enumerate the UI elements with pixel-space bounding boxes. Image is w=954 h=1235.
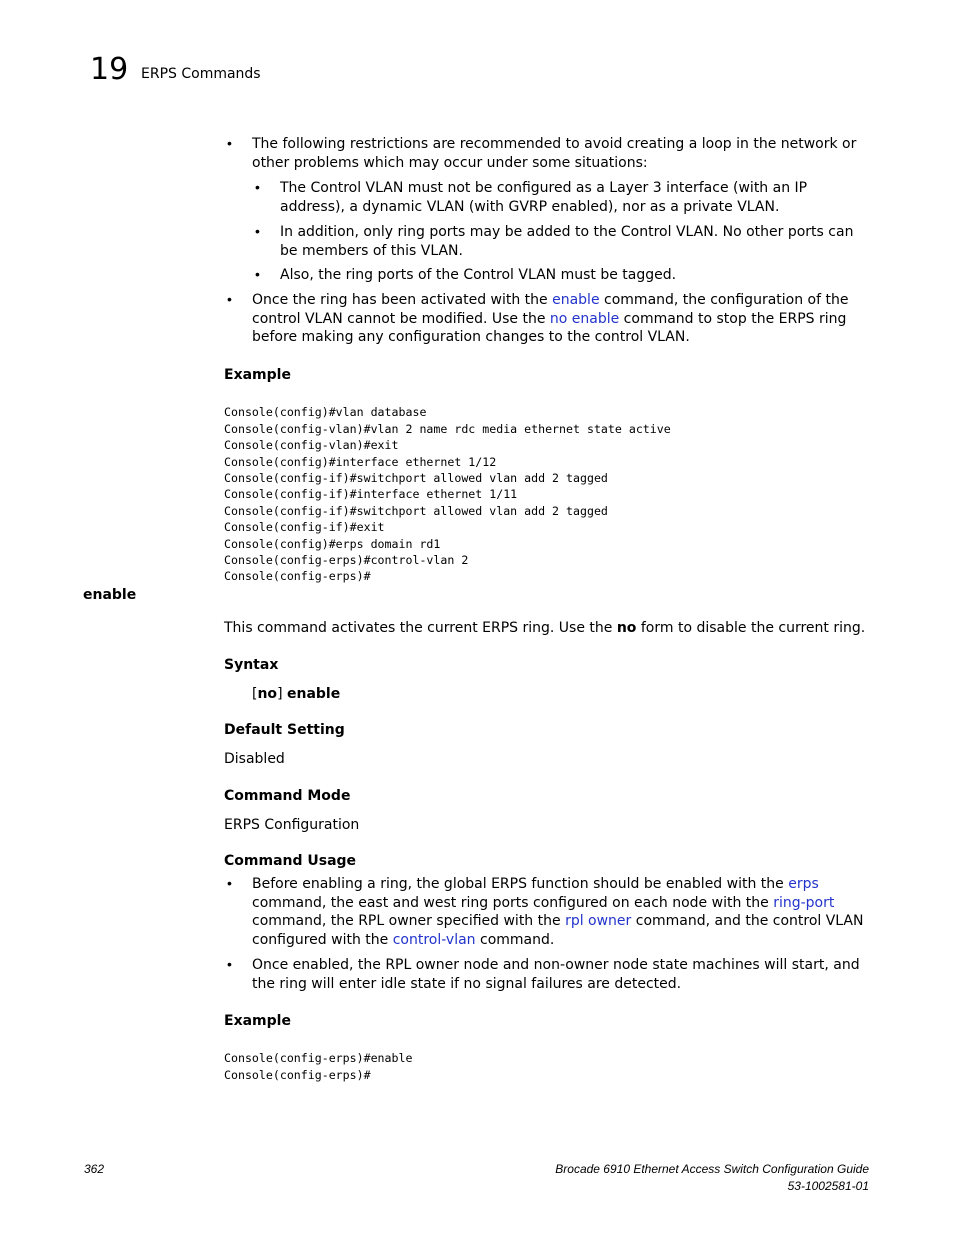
bullet-icon: • bbox=[227, 135, 232, 151]
bullet-icon: • bbox=[255, 266, 260, 282]
command-mode-heading: Command Mode bbox=[224, 788, 351, 804]
bullet-icon: • bbox=[255, 179, 260, 195]
code-line: Console(config-erps)#enable bbox=[224, 1051, 413, 1066]
text: command, the RPL owner specified with the bbox=[252, 913, 566, 930]
bullet-icon: • bbox=[227, 956, 232, 972]
command-mode-value: ERPS Configuration bbox=[224, 817, 360, 833]
bullet-icon: • bbox=[227, 875, 232, 891]
code-line: Console(config-erps)# bbox=[224, 569, 371, 584]
text: command to stop the ERPS ring before making any configuration changes to the control VLAN. bbox=[252, 310, 847, 346]
usage-item bbox=[252, 875, 872, 950]
guide-title: Brocade 6910 Ethernet Access Switch Configuration Guide bbox=[555, 1162, 869, 1176]
activated-paragraph bbox=[252, 291, 872, 347]
code-block bbox=[224, 388, 671, 601]
command-description bbox=[224, 619, 874, 638]
command-usage-heading: Command Usage bbox=[224, 853, 357, 869]
no-enable-link[interactable]: no enable bbox=[549, 310, 620, 327]
code-line: Console(config)#vlan database bbox=[224, 405, 427, 420]
code-line: Console(config-if)#switchport allowed vlan add 2 tagged bbox=[224, 503, 608, 518]
code-line: Console(config-erps)# bbox=[224, 1067, 371, 1082]
usage-item: Once enabled, the RPL owner node and non-owner node state machines will start, and the ring will enter idle state if no signal failures are detected. bbox=[252, 957, 860, 992]
text: [ bbox=[252, 686, 258, 702]
enable-keyword: enable bbox=[286, 686, 341, 702]
syntax-heading: Syntax bbox=[224, 657, 279, 673]
code-line: Console(config-if)#exit bbox=[224, 520, 385, 535]
no-keyword: no bbox=[257, 686, 278, 702]
text: command, the east and west ring ports configured on each node with the bbox=[252, 894, 774, 911]
example-heading: Example bbox=[224, 367, 291, 383]
erps-link[interactable]: erps bbox=[788, 876, 819, 892]
text: form to disable the current ring. bbox=[636, 620, 866, 636]
restriction-item: In addition, only ring ports may be added to the Control VLAN. No other ports can be members of this VLAN. bbox=[280, 224, 854, 259]
default-setting-value: Disabled bbox=[224, 751, 285, 767]
code-line: Console(config-erps)#control-vlan 2 bbox=[224, 553, 469, 568]
no-keyword: no bbox=[616, 620, 637, 636]
code-line: Console(config-vlan)#exit bbox=[224, 438, 399, 453]
chapter-number: 19 bbox=[90, 52, 129, 87]
text: command, and the control VLAN configured with the bbox=[252, 913, 864, 949]
code-line: Console(config-if)#switchport allowed vlan add 2 tagged bbox=[224, 471, 608, 486]
text: command. bbox=[475, 932, 555, 949]
bullet-icon: • bbox=[255, 223, 260, 239]
code-line: Console(config-vlan)#vlan 2 name rdc media ethernet state active bbox=[224, 421, 671, 436]
code-line: Console(config-if)#interface ethernet 1/11 bbox=[224, 487, 518, 502]
example-heading: Example bbox=[224, 1013, 291, 1029]
code-block bbox=[224, 1034, 412, 1100]
default-setting-heading: Default Setting bbox=[224, 722, 345, 738]
ring-port-link[interactable]: ring-port bbox=[773, 894, 835, 911]
command-title: enable bbox=[83, 587, 137, 603]
enable-link[interactable]: enable bbox=[552, 292, 600, 308]
text: Once the ring has been activated with the bbox=[252, 292, 553, 308]
bullet-icon: • bbox=[227, 291, 232, 307]
restriction-item: The Control VLAN must not be configured as a Layer 3 interface (with an IP address), a dynamic VLAN (with GVRP enabled), nor as a private VLAN. bbox=[280, 180, 808, 215]
control-vlan-link[interactable]: control-vlan bbox=[392, 932, 476, 949]
code-line: Console(config)#erps domain rd1 bbox=[224, 536, 441, 551]
restriction-item: Also, the ring ports of the Control VLAN must be tagged. bbox=[280, 267, 677, 283]
syntax-line bbox=[252, 685, 340, 704]
page-number: 362 bbox=[84, 1162, 105, 1176]
code-line: Console(config)#interface ethernet 1/12 bbox=[224, 454, 497, 469]
text: ] bbox=[277, 686, 287, 702]
rpl-owner-link[interactable]: rpl owner bbox=[565, 913, 632, 930]
text: This command activates the current ERPS ring. Use the bbox=[224, 620, 617, 636]
restrictions-intro: The following restrictions are recommended to avoid creating a loop in the network or other problems which may occur under some situations: bbox=[252, 136, 857, 171]
doc-number: 53-1002581-01 bbox=[787, 1179, 869, 1193]
chapter-title: ERPS Commands bbox=[141, 66, 261, 82]
text: command, the configuration of the control VLAN cannot be modified. Use the bbox=[252, 292, 849, 327]
text: Before enabling a ring, the global ERPS function should be enabled with the bbox=[252, 876, 789, 892]
